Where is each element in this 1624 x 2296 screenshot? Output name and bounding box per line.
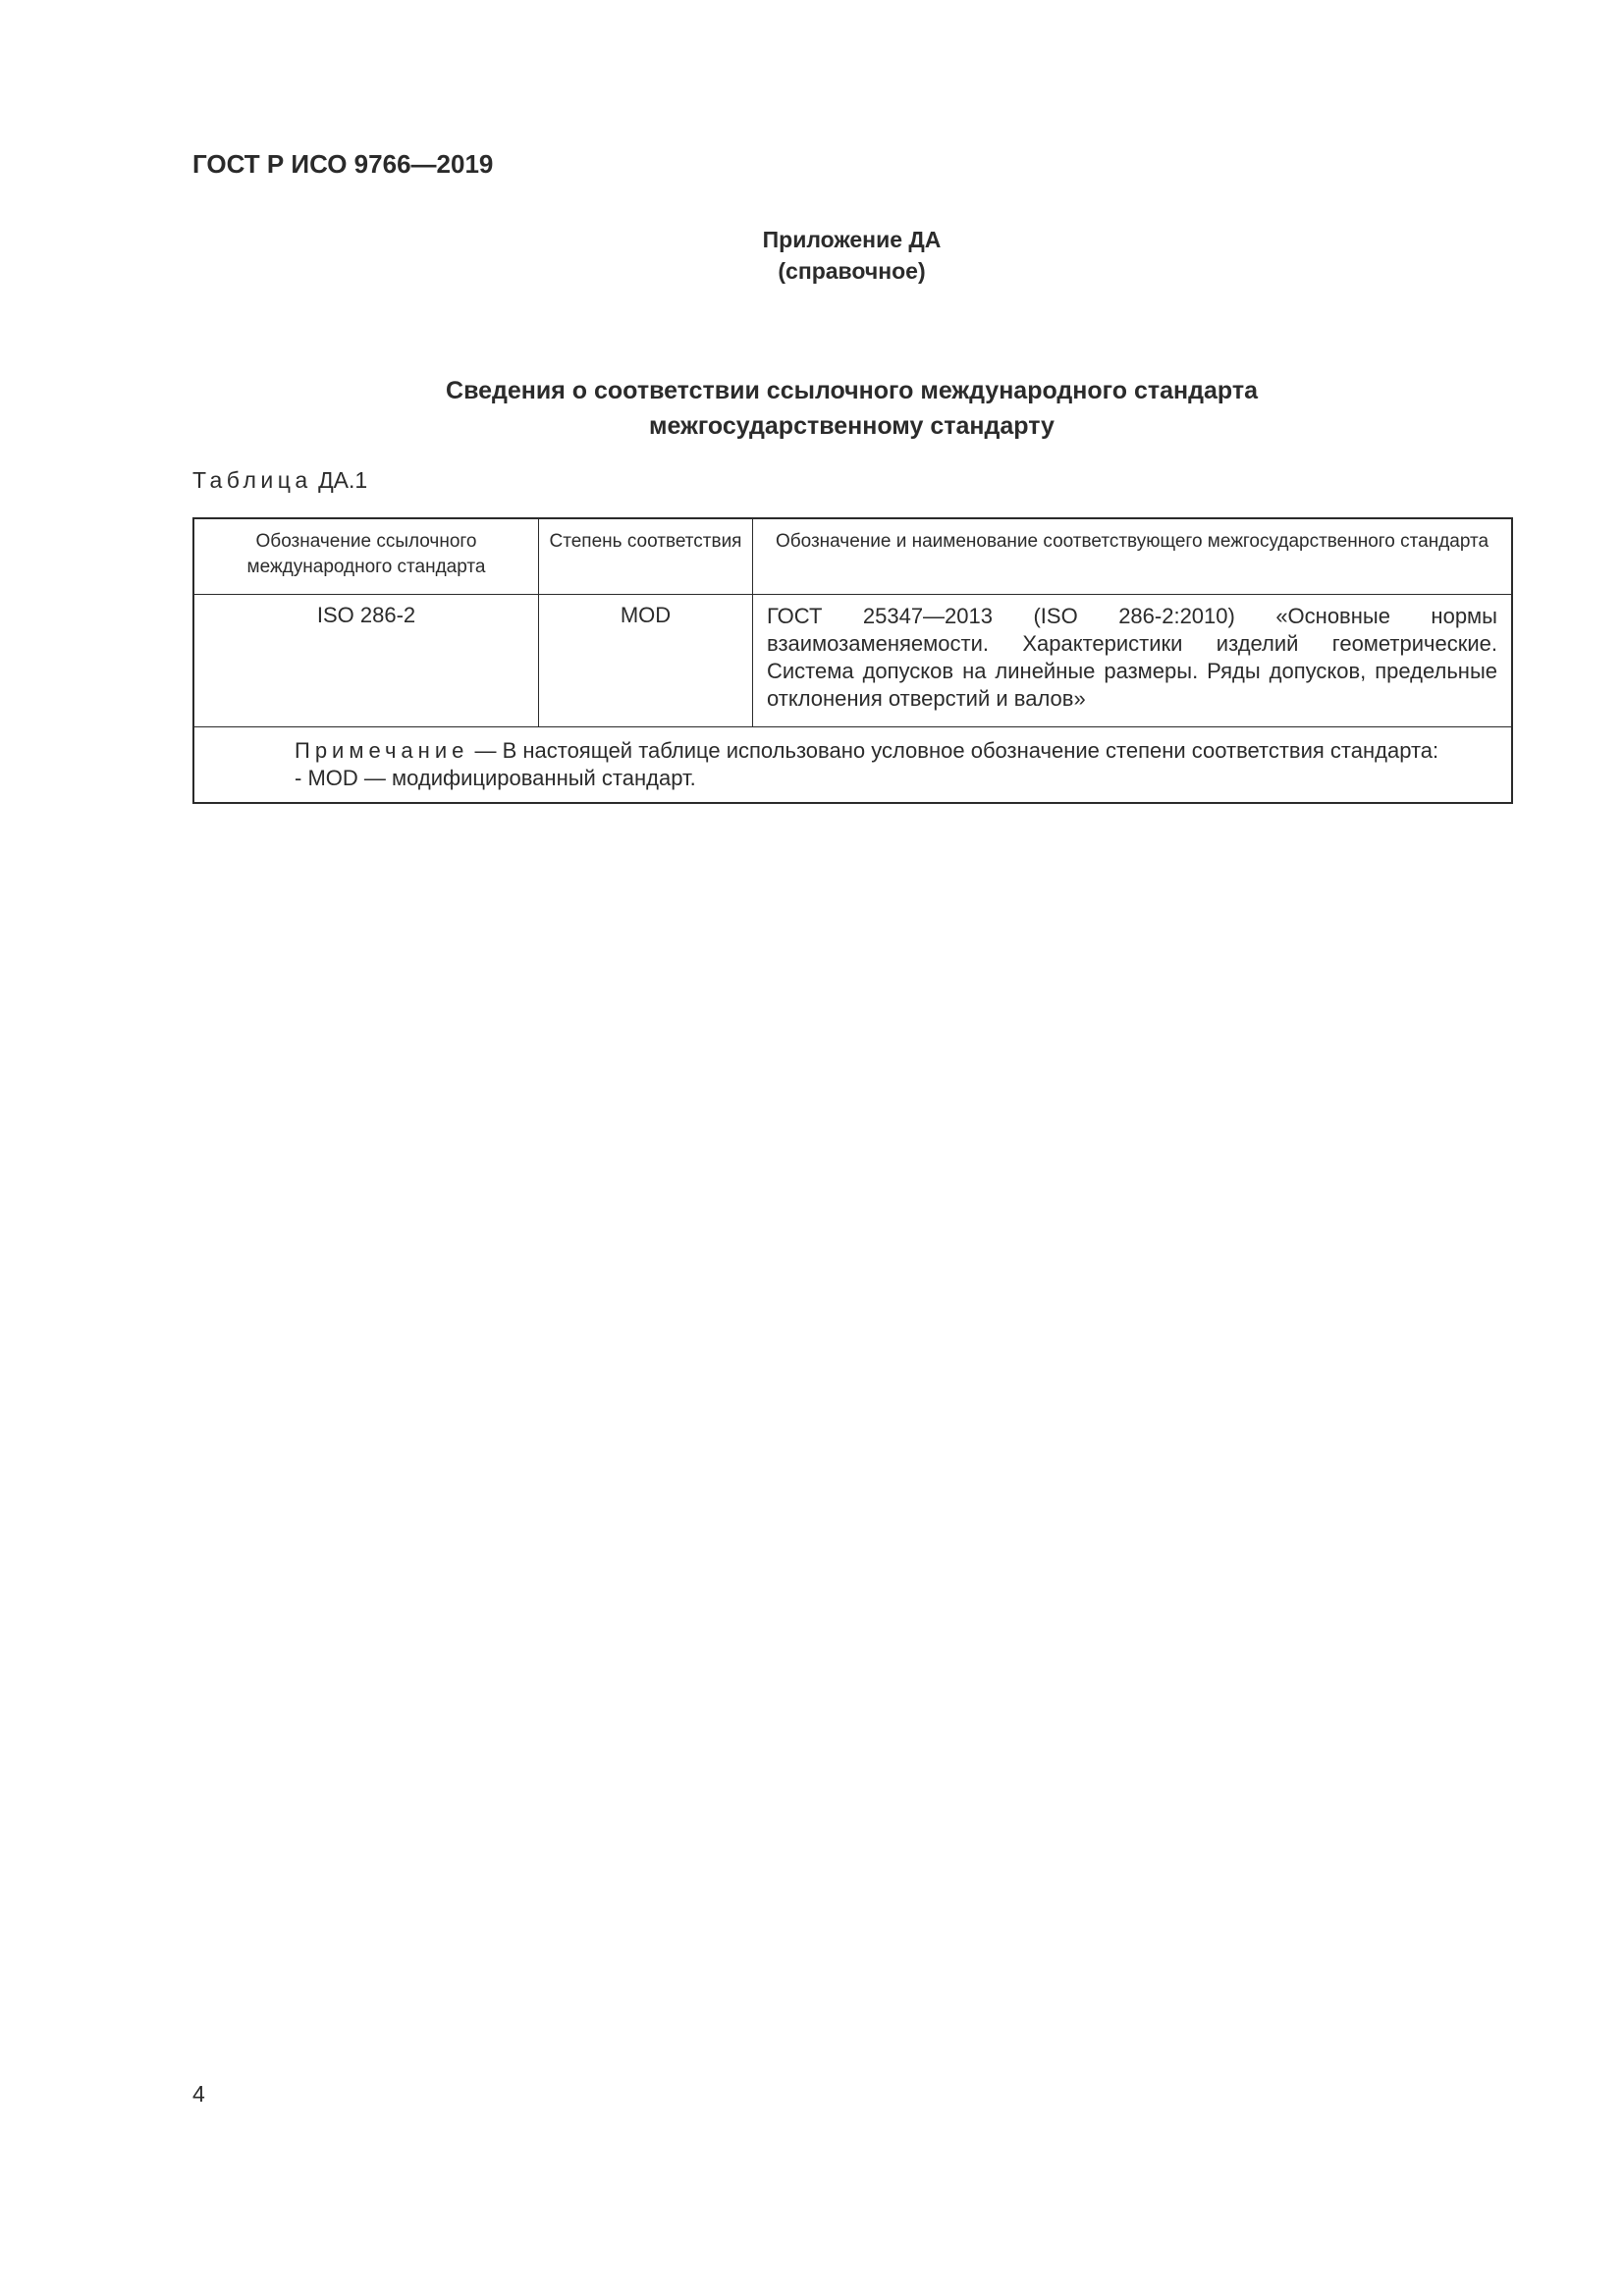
section-title-line-1: Сведения о соответствии ссылочного международного стандарта xyxy=(446,377,1258,404)
table-note xyxy=(193,727,1512,804)
page-number: 4 xyxy=(192,2081,205,2107)
table-row xyxy=(193,595,1512,727)
table-header-row xyxy=(193,518,1512,595)
cell-degree: MOD xyxy=(539,595,753,727)
note-text xyxy=(208,737,1497,765)
appendix-title: Приложение ДА xyxy=(762,227,942,252)
table-caption-number: ДА.1 xyxy=(318,467,368,493)
section-title xyxy=(295,373,1409,444)
document-designation: ГОСТ Р ИСО 9766—2019 xyxy=(192,149,494,179)
note-body: — В настоящей таблице использовано условное обозначение степени соответствия стандарта: xyxy=(468,738,1439,763)
table-note-row xyxy=(193,727,1512,804)
table-caption-label: Таблица xyxy=(192,467,312,493)
cell-designation: ГОСТ 25347—2013 (ISO 286-2:2010) «Основные нормы взаимозаменяемости. Характеристики изделий геометрические. Система допусков на линейные размеры. Ряды допусков, предельные отклонения отверстий и валов» xyxy=(753,595,1513,727)
correspondence-table xyxy=(192,517,1513,804)
note-list-item: - MOD — модифицированный стандарт. xyxy=(295,766,696,790)
section-title-line-2: межгосударственному стандарту xyxy=(649,412,1055,440)
cell-reference: ISO 286-2 xyxy=(193,595,539,727)
note-label: Примечание xyxy=(295,738,469,763)
column-header-designation: Обозначение и наименование соответствующего межгосударственного стандарта xyxy=(753,518,1513,595)
appendix-subtitle: (справочное) xyxy=(778,258,926,284)
table-caption xyxy=(192,467,367,494)
column-header-reference: Обозначение ссылочного международного стандарта xyxy=(193,518,539,595)
appendix-heading xyxy=(491,224,1213,287)
column-header-degree: Степень соответствия xyxy=(539,518,753,595)
